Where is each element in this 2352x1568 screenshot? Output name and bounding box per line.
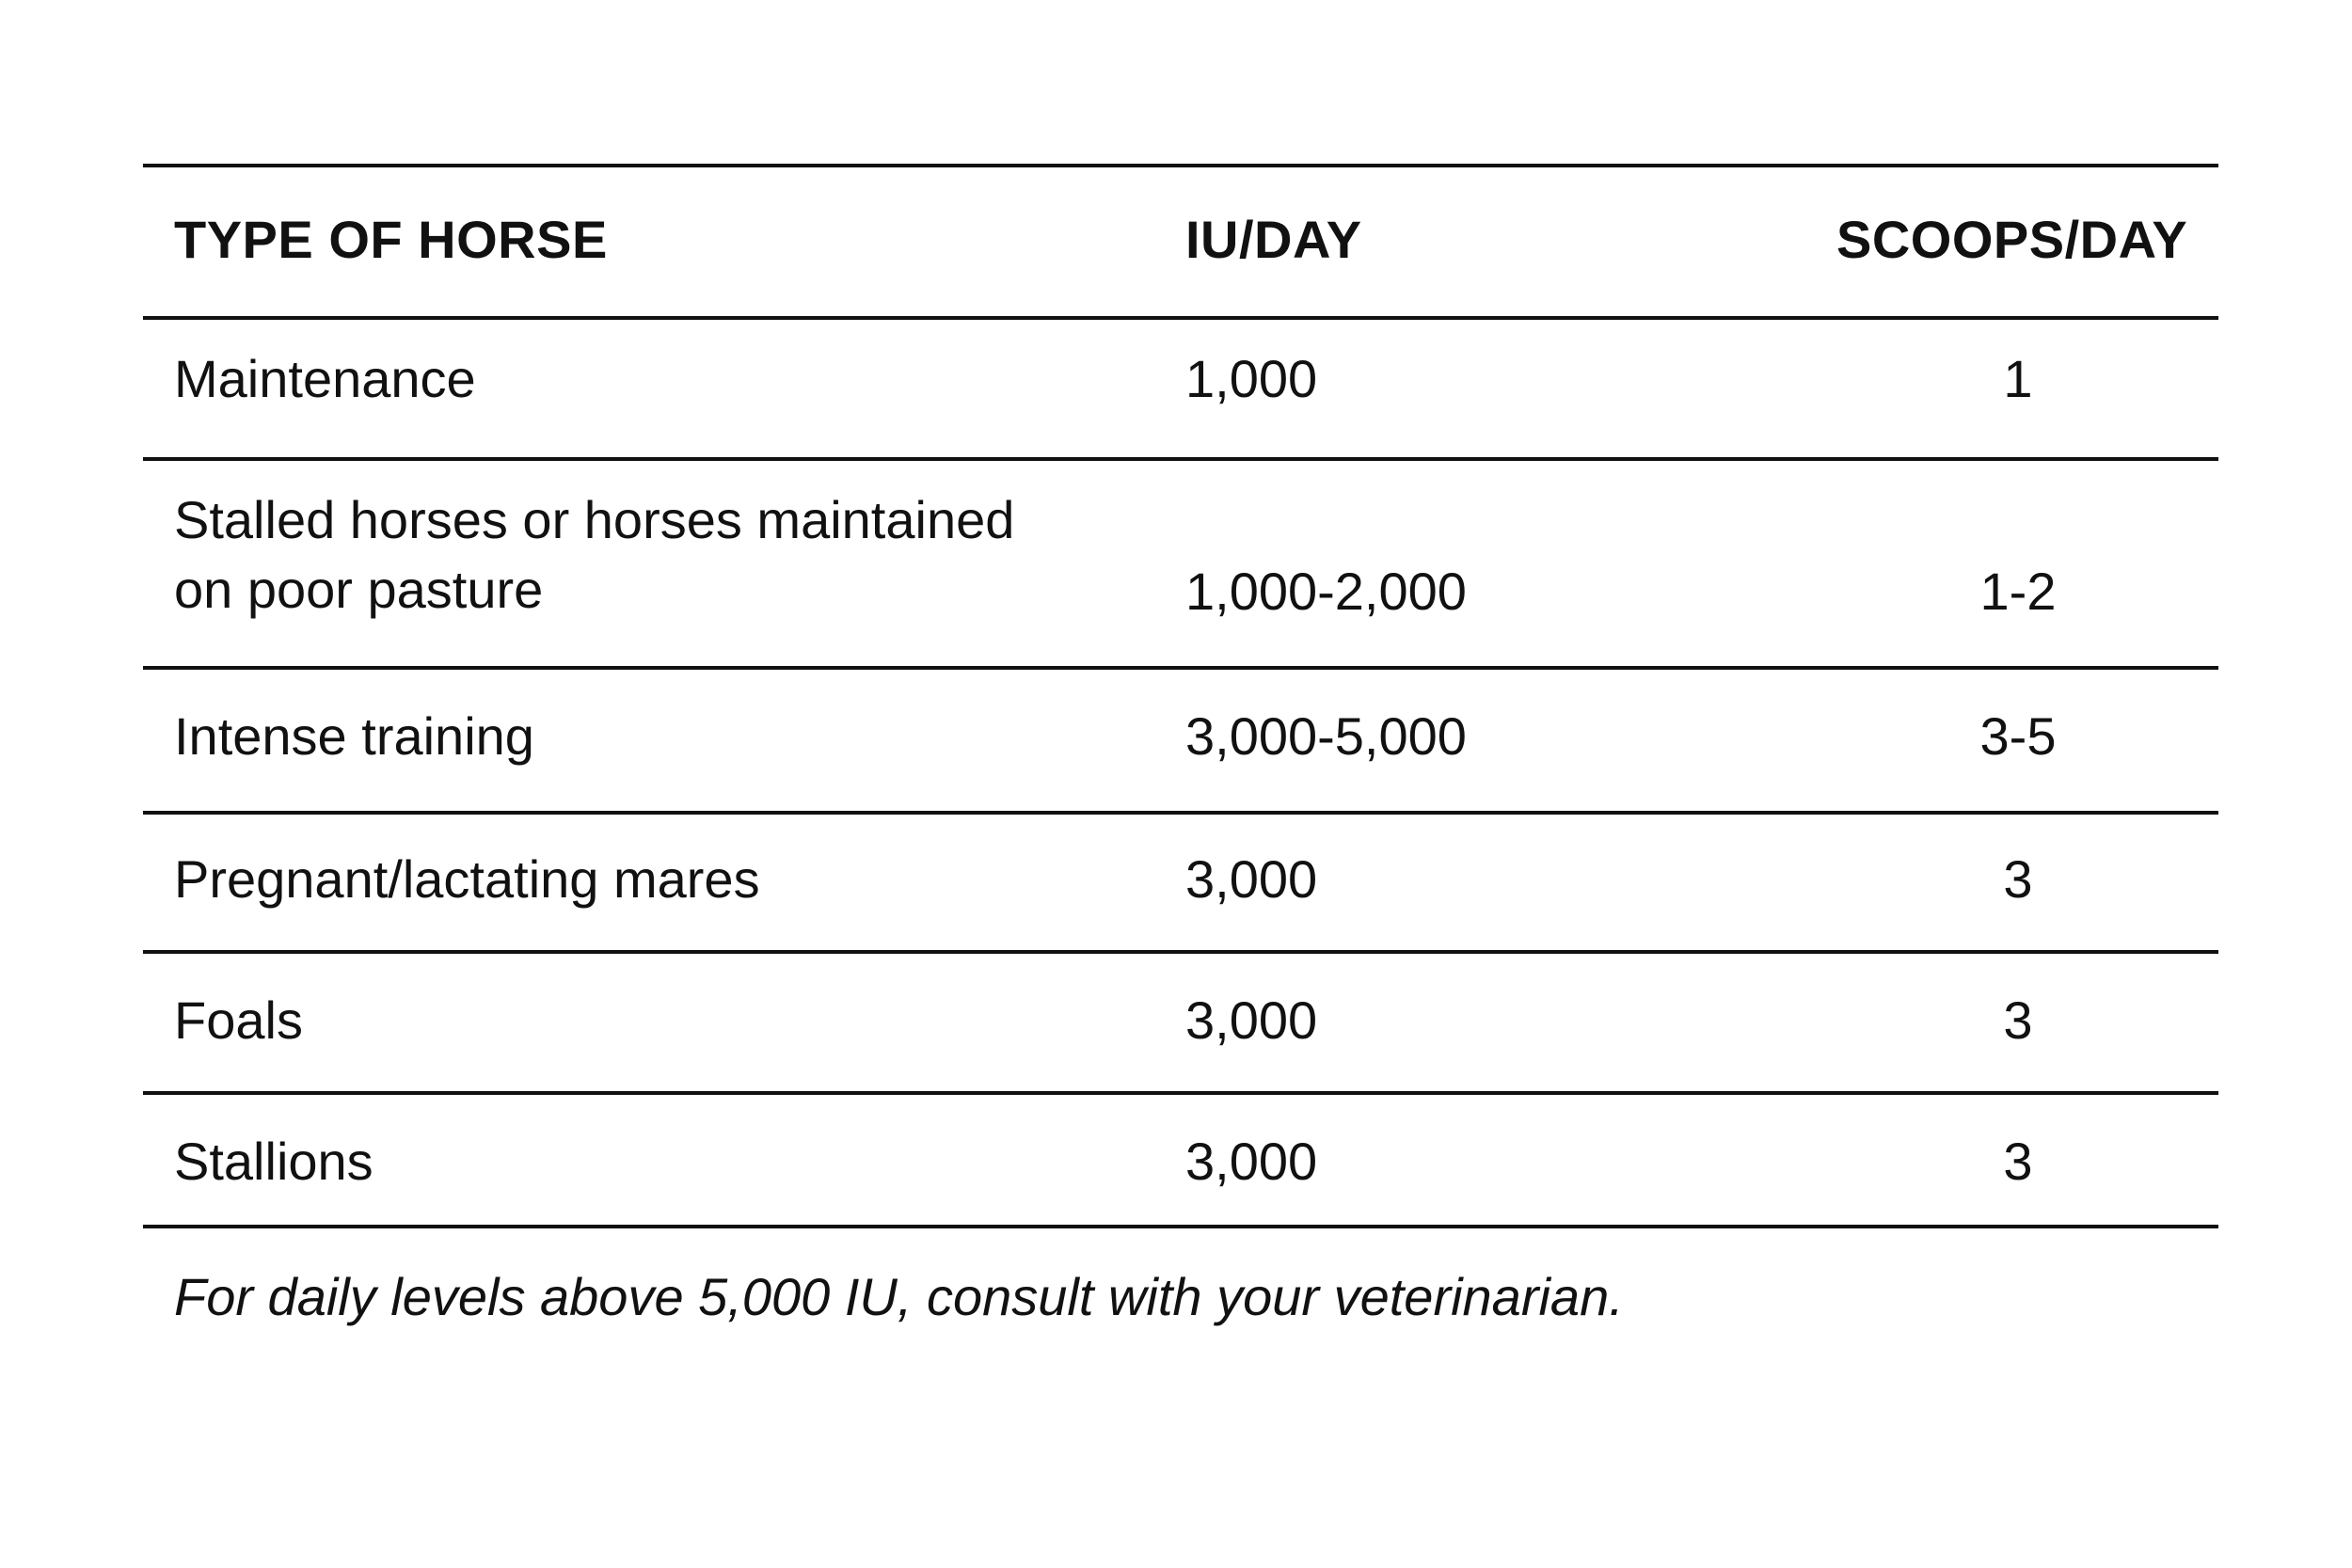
row-divider <box>143 1091 2218 1095</box>
table-row-scoops: 3-5 <box>1979 706 2057 766</box>
table-row-scoops: 3 <box>2003 1132 2033 1191</box>
table-row-iu: 3,000 <box>1185 1132 1318 1191</box>
table-row-iu: 1,000-2,000 <box>1185 562 1467 621</box>
table-row-iu: 1,000 <box>1185 349 1318 408</box>
table-row-scoops: 1 <box>2003 349 2033 408</box>
header-iu-per-day: IU/DAY <box>1185 210 1362 269</box>
header-type-of-horse: TYPE OF HORSE <box>174 210 608 269</box>
table-row-scoops: 3 <box>2003 849 2033 909</box>
table-row-type: Stallions <box>174 1132 373 1191</box>
table-row-iu: 3,000 <box>1185 849 1318 909</box>
footnote: For daily levels above 5,000 IU, consult with your veterinarian. <box>174 1267 1624 1326</box>
row-divider <box>143 666 2218 670</box>
table-row-iu: 3,000 <box>1185 990 1318 1050</box>
table-row-scoops: 3 <box>2003 990 2033 1050</box>
table-row-type: Stalled horses or horses maintained on poor pasture <box>174 490 1015 619</box>
row-divider <box>143 811 2218 815</box>
header-scoops-per-day: SCOOPS/DAY <box>1836 210 2188 269</box>
row-divider <box>143 950 2218 954</box>
table-row-scoops: 1-2 <box>1979 562 2057 621</box>
table-bottom-rule <box>143 1225 2218 1228</box>
table-row-iu: 3,000-5,000 <box>1185 706 1467 766</box>
header-bottom-rule <box>143 316 2218 320</box>
table-row-type: Maintenance <box>174 349 476 408</box>
table-row-type: Pregnant/lactating mares <box>174 849 760 909</box>
row-divider <box>143 457 2218 461</box>
table-row-type: Foals <box>174 990 303 1050</box>
table-top-rule <box>143 164 2218 167</box>
table-row-type: Intense training <box>174 706 534 766</box>
